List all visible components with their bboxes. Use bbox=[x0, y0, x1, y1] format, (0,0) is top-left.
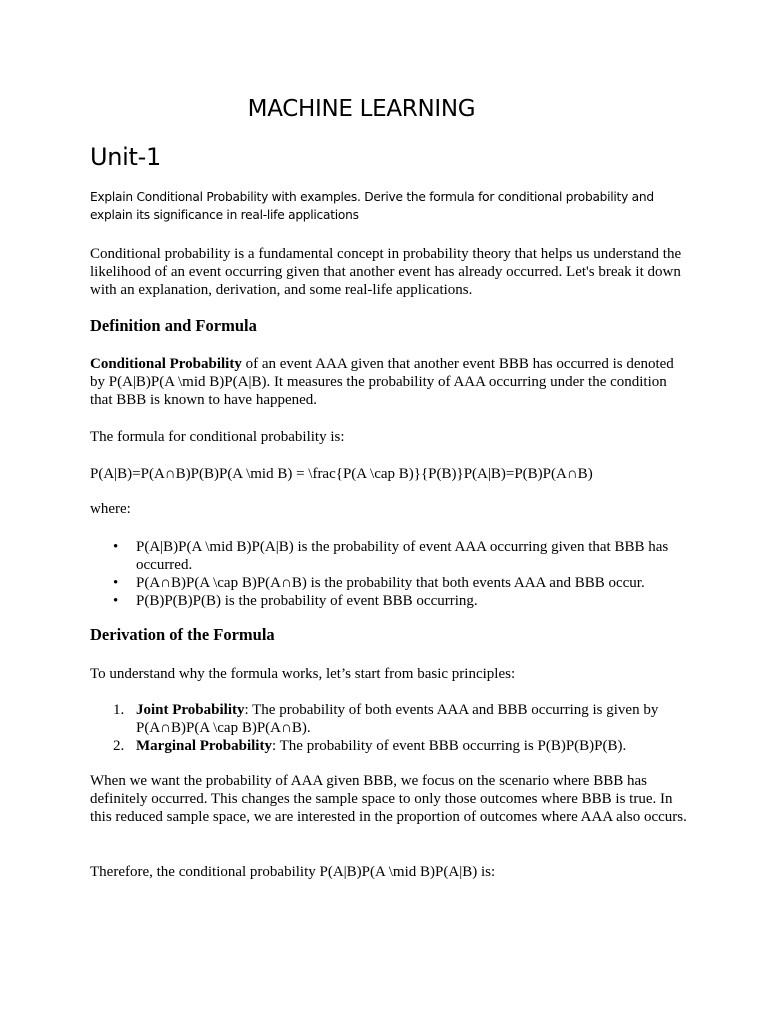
list-number: 2. bbox=[113, 738, 125, 754]
where-label: where: bbox=[90, 501, 131, 517]
list-item bbox=[90, 592, 690, 610]
bullet-marker: • bbox=[113, 593, 119, 609]
list-item-text: P(A∩B)P(A \cap B)P(A∩B) is the probability that both events AAA and BBB occur. bbox=[136, 575, 645, 591]
bullet-marker: • bbox=[113, 539, 119, 555]
list-item-text: P(B)P(B)P(B) is the probability of event BBB occurring. bbox=[136, 593, 478, 609]
section-heading-definition: Definition and Formula bbox=[90, 316, 257, 335]
list-item bbox=[90, 701, 690, 737]
definition-text: of an event AAA given that another event BBB has occurred is denoted by P(A|B)P(A \mid B)P(A|B). It measures the probability of AAA occurring under the condition that BBB is known to have happened. bbox=[90, 356, 674, 408]
list-number: 1. bbox=[113, 702, 125, 718]
formula-line: P(A|B)=P(A∩B)P(B)P(A \mid B) = \frac{P(A \cap B)}{P(B)}P(A|B)=P(B)P(A∩B) bbox=[90, 466, 593, 482]
list-item-text: P(A|B)P(A \mid B)P(A|B) is the probability of event AAA occurring given that BBB has occurred. bbox=[136, 539, 669, 573]
list-item bbox=[90, 574, 690, 592]
document-title: MACHINE LEARNING bbox=[247, 96, 476, 122]
therefore-line: Therefore, the conditional probability P(A|B)P(A \mid B)P(A|B) is: bbox=[90, 864, 496, 880]
list-item-term: Joint Probability bbox=[136, 702, 245, 718]
list-item-text: : The probability of both events AAA and BBB occurring is given by P(A∩B)P(A \cap B)P(A∩B). bbox=[136, 702, 659, 736]
intro-paragraph bbox=[90, 245, 690, 299]
bullet-marker: • bbox=[113, 575, 119, 591]
list-item-text: : The probability of event BBB occurring is P(B)P(B)P(B). bbox=[271, 738, 627, 754]
list-item bbox=[90, 737, 690, 755]
section-heading-derivation: Derivation of the Formula bbox=[90, 625, 275, 644]
list-item-term: Marginal Probability bbox=[136, 738, 272, 754]
intro-text: Conditional probability is a fundamental concept in probability theory that helps us understand the likelihood of an event occurring given that another event has already occurred. Let's break it down with an explanation, derivation, and some real-life applications. bbox=[90, 246, 682, 298]
derivation-intro: To understand why the formula works, let’s start from basic principles: bbox=[90, 666, 516, 682]
definition-paragraph bbox=[90, 355, 690, 409]
list-item bbox=[90, 538, 690, 574]
derivation-paragraph: When we want the probability of AAA given BBB, we focus on the scenario where BBB has definitely occurred. This changes the sample space to only those outcomes where BBB is true. In this reduced sample space, we are interested in the proportion of outcomes where AAA also occurs. bbox=[90, 773, 687, 825]
derivation-numbered-list bbox=[90, 701, 690, 755]
question-text: Explain Conditional Probability with examples. Derive the formula for conditional probability and explain its significance in real-life applications bbox=[90, 190, 654, 222]
definition-bullet-list bbox=[90, 538, 690, 610]
formula-intro: The formula for conditional probability is: bbox=[90, 429, 345, 445]
definition-term: Conditional Probability bbox=[90, 356, 242, 372]
unit-heading: Unit-1 bbox=[90, 143, 161, 171]
